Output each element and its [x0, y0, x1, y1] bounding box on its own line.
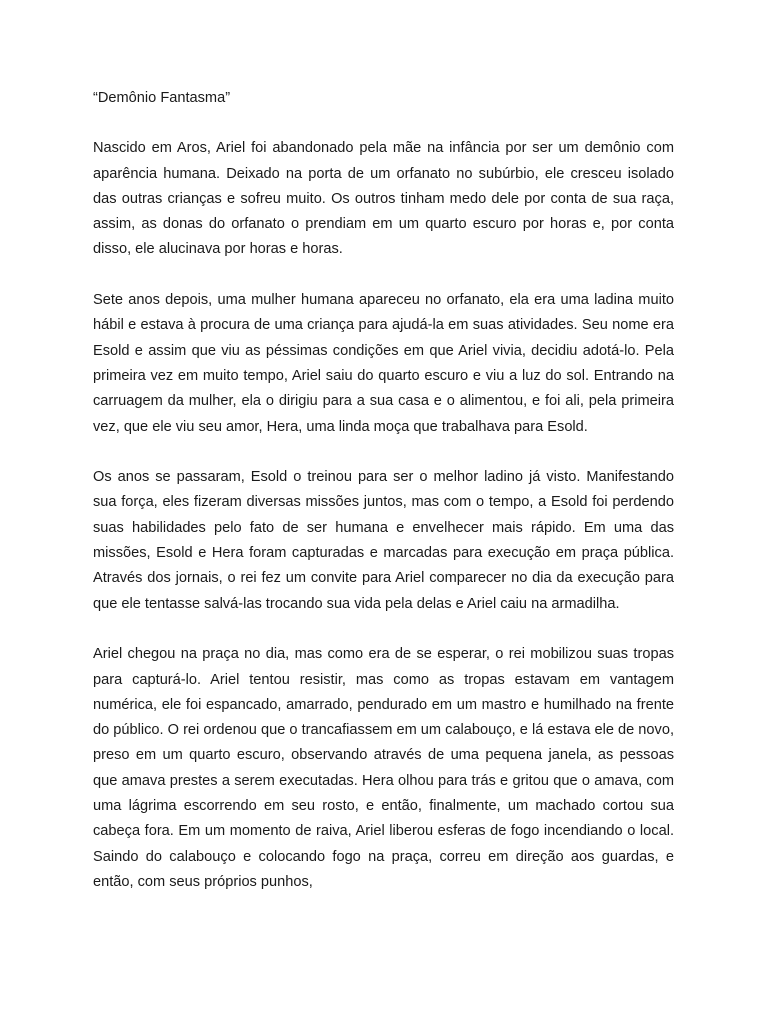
paragraph-3: Os anos se passaram, Esold o treinou para ser o melhor ladino já visto. Manifestando sua força, eles fizeram diversas missões juntos, mas com o tempo, a Esold foi perdendo suas habilidades pelo fato de ser humana e envelhecer mais rápido. Em uma das missões, Esold e Hera foram capturadas e marcadas para execução em praça pública. Através dos jornais, o rei fez um convite para Ariel comparecer no dia da execução para que ele tentasse salvá-las trocando sua vida pela delas e Ariel caiu na armadilha.	[93, 469, 674, 612]
document-title: “Demônio Fantasma”	[93, 90, 231, 106]
paragraph-1: Nascido em Aros, Ariel foi abandonado pela mãe na infância por ser um demônio com aparência humana. Deixado na porta de um orfanato no subúrbio, ele cresceu isolado das outras crianças e sofreu muito. Os outros tinham medo dele por conta de sua raça, assim, as donas do orfanato o prendiam em um quarto escuro por horas e, por conta disso, ele alucinava por horas e horas.	[93, 140, 674, 258]
paragraph-2: Sete anos depois, uma mulher humana apareceu no orfanato, ela era uma ladina muito hábil e estava à procura de uma criança para ajudá-la em suas atividades. Seu nome era Esold e assim que viu as péssimas condições em que Ariel vivia, decidiu adotá-lo. Pela primeira vez em muito tempo, Ariel saiu do quarto escuro e viu a luz do sol. Entrando na carruagem da mulher, ela o dirigiu para a sua casa e o alimentou, e foi ali, pela primeira vez, que ele viu seu amor, Hera, uma linda moça que trabalhava para Esold.	[93, 292, 674, 435]
paragraph-4: Ariel chegou na praça no dia, mas como era de se esperar, o rei mobilizou suas tropas para capturá-lo. Ariel tentou resistir, mas como as tropas estavam em vantagem numérica, ele foi espancado, amarrado, pendurado em um mastro e humilhado na frente do público. O rei ordenou que o trancafiassem em um calabouço, e lá estava ele de novo, preso em um quarto escuro, observando através de uma pequena janela, as pessoas que amava prestes a serem executadas. Hera olhou para trás e gritou que o amava, com uma lágrima escorrendo em seu rosto, e então, finalmente, um machado cortou sua cabeça fora. Em um momento de raiva, Ariel liberou esferas de fogo incendiando o local. Saindo do calabouço e colocando fogo na praça, correu em direção aos guardas, e então, com seus próprios punhos,	[93, 646, 674, 890]
document-body	[93, 86, 674, 921]
